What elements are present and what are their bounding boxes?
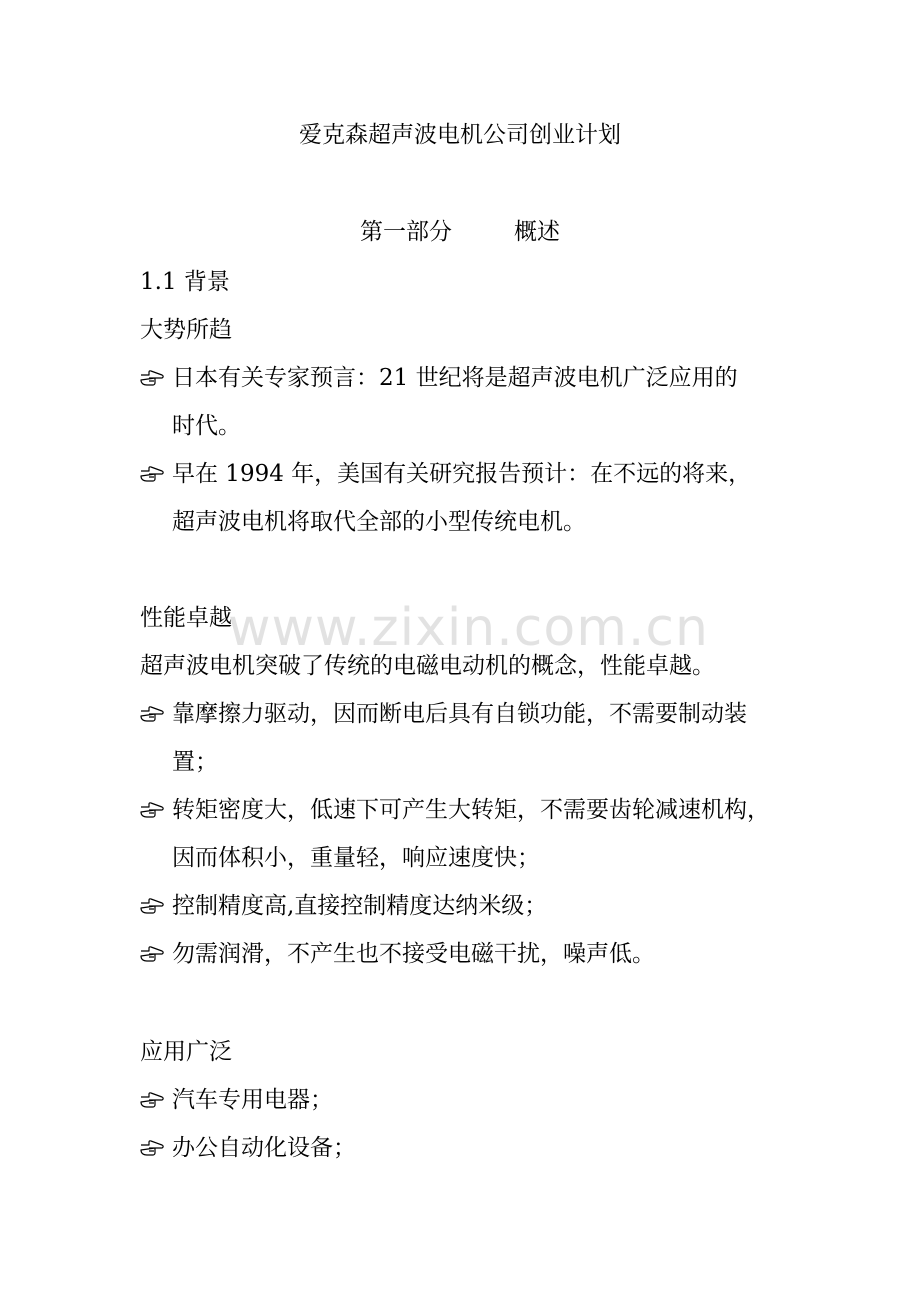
list-item-line: 勿需润滑，不产生也不接受电磁干扰，噪声低。 xyxy=(172,941,655,967)
pointing-hand-icon xyxy=(140,1090,164,1108)
part-title xyxy=(0,216,920,248)
part-name: 概述 xyxy=(514,219,560,245)
list-item-line: 置； xyxy=(172,749,218,775)
list-item-line: 时代。 xyxy=(172,413,241,439)
pointing-hand-icon xyxy=(140,944,164,962)
group-heading-applications: 应用广泛 xyxy=(140,1039,232,1065)
pointing-hand-icon xyxy=(140,1138,164,1156)
watermark: www.zixin.com.cn xyxy=(228,598,709,658)
document-title: 爱克森超声波电机公司创业计划 xyxy=(299,122,621,148)
group-heading-performance: 性能卓越 xyxy=(140,605,232,631)
list-item-line: 靠摩擦力驱动，因而断电后具有自锁功能，不需要制动装 xyxy=(172,701,747,727)
part-number: 第一部分 xyxy=(360,219,452,245)
pointing-hand-icon xyxy=(140,896,164,914)
list-item-line: 转矩密度大，低速下可产生大转矩，不需要齿轮减速机构， xyxy=(172,797,770,823)
group-heading-trend: 大势所趋 xyxy=(140,317,232,343)
group-intro: 超声波电机突破了传统的电磁电动机的概念，性能卓越。 xyxy=(140,653,715,679)
list-item-line: 早在 1994 年，美国有关研究报告预计：在不远的将来， xyxy=(172,461,752,487)
list-item-line: 因而体积小，重量轻，响应速度快； xyxy=(172,845,540,871)
list-item-line: 控制精度高,直接控制精度达纳米级； xyxy=(172,893,548,919)
pointing-hand-icon xyxy=(140,800,164,818)
pointing-hand-icon xyxy=(140,704,164,722)
list-item-line: 日本有关专家预言：21 世纪将是超声波电机广泛应用的 xyxy=(172,365,738,391)
pointing-hand-icon xyxy=(140,368,164,386)
section-heading: 1.1 背景 xyxy=(140,269,230,295)
list-item-line: 汽车专用电器； xyxy=(172,1087,333,1113)
list-item-line: 办公自动化设备； xyxy=(172,1135,356,1161)
list-item-line: 超声波电机将取代全部的小型传统电机。 xyxy=(172,509,586,535)
pointing-hand-icon xyxy=(140,464,164,482)
